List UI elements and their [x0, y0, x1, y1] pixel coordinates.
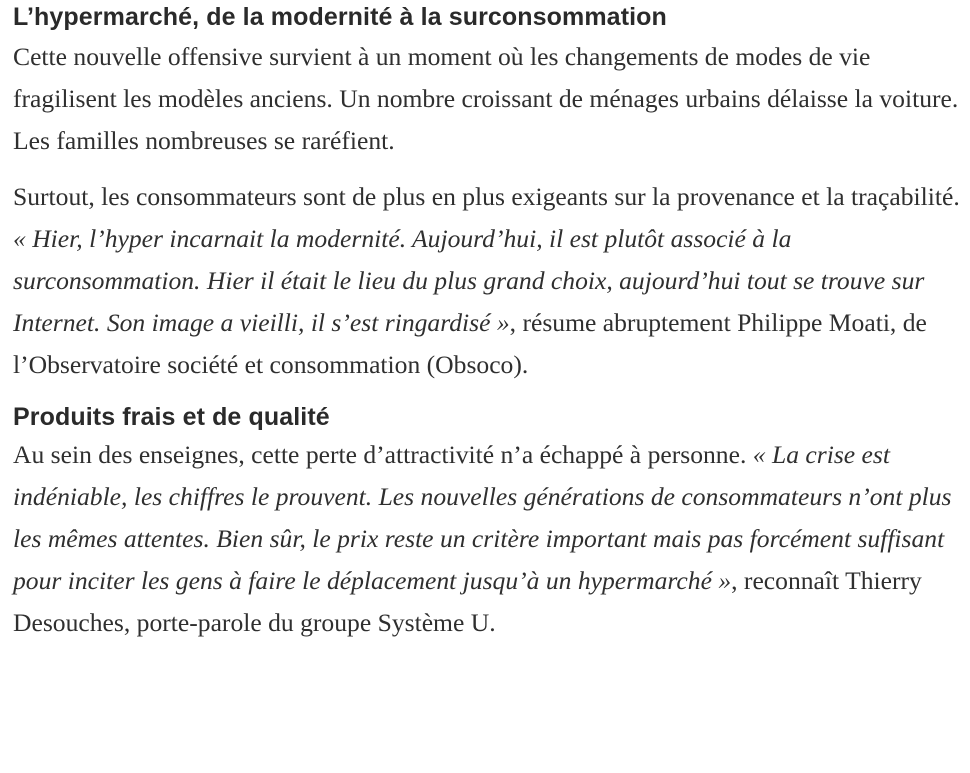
paragraph-modes-de-vie: Cette nouvelle offensive survient à un moment où les changements de modes de vie fragilisent les modèles anciens. Un nombre croissant de ménages urbains délaisse la voiture. Les familles nombreuses se raréfient. [13, 42, 959, 155]
paragraph-attractivite-quote [13, 434, 963, 644]
paragraph-text: , résume abruptement Philippe Moati, de l’Observatoire société et consommation (Obsoco). [13, 308, 927, 379]
section-heading-hypermarche: L’hypermarché, de la modernité à la surconsommation [13, 3, 667, 31]
paragraph-provenance-quote [13, 176, 963, 386]
quote-thierry-desouches: « La crise est indéniable, les chiffres le prouvent. Les nouvelles générations de consommateurs n’ont plus les mêmes attentes. Bien sûr, le prix reste un critère important mais pas forcément suffisant pour inciter les gens à faire le déplacement jusqu’à un hypermarché » [13, 440, 952, 595]
article-body [13, 0, 963, 644]
paragraph-text: , reconnaît Thierry Desouches, porte-parole du groupe Système U. [13, 566, 922, 637]
quote-philippe-moati: « Hier, l’hyper incarnait la modernité. Aujourd’hui, il est plutôt associé à la surconsommation. Hier il était le lieu du plus grand choix, aujourd’hui tout se trouve sur Internet. Son image a vieilli, il s’est ringardisé » [13, 224, 925, 337]
paragraph-text: Surtout, les consommateurs sont de plus en plus exigeants sur la provenance et la traçabilité. [13, 182, 960, 211]
paragraph-text: Au sein des enseignes, cette perte d’attractivité n’a échappé à personne. [13, 440, 753, 469]
section-heading-produits-frais: Produits frais et de qualité [13, 403, 330, 431]
